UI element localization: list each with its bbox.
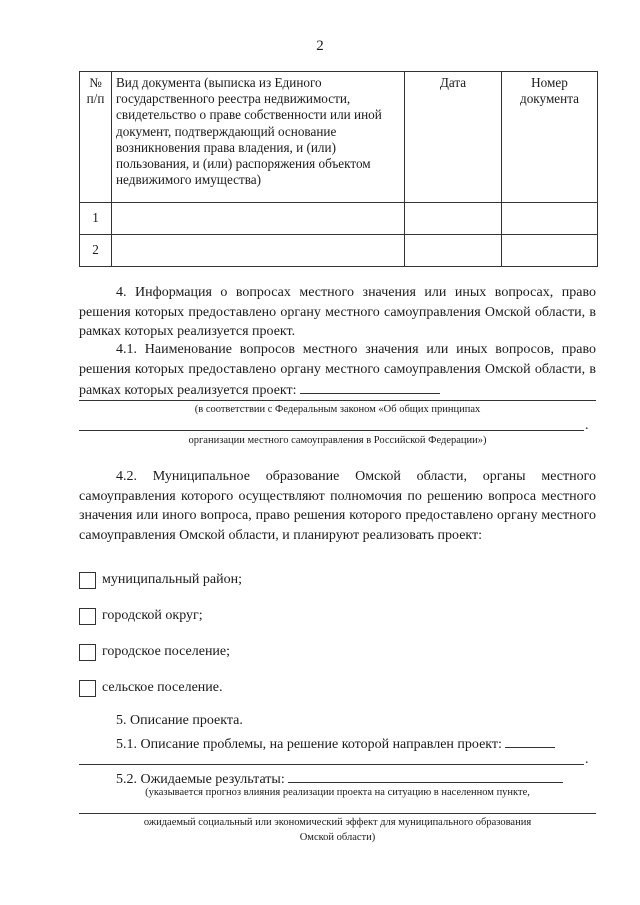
- header-doc-type: Вид документа (выписка из Единого государственного реестра недвижимости, свидетельство о праве собственности или иной документ, подтверждающий основание возникновения права владения, и (или) пользования, и (или) распоряжения объектом недвижимого имущества): [112, 72, 405, 203]
- blank-line[interactable]: [79, 400, 596, 401]
- section-5-1-row: [116, 733, 596, 753]
- table-header-row: [80, 72, 598, 203]
- line-end-dot: .: [585, 752, 589, 767]
- checkbox[interactable]: [79, 572, 96, 589]
- option-label: городское поселение;: [102, 644, 231, 659]
- header-date: Дата: [405, 72, 502, 203]
- section-5-1-label: 5.1. Описание проблемы, на решение которой направлен проект:: [116, 737, 502, 752]
- blank-line[interactable]: [79, 813, 596, 814]
- section-4-text: 4. Информация о вопросах местного значения или иных вопросах, право решения которых предоставлено органу местного самоуправления Омской области, в рамках которых реализуется проект.: [79, 285, 596, 339]
- row-num: 1: [80, 203, 112, 235]
- option-urban-settlement[interactable]: [79, 642, 230, 662]
- note-forecast: (указывается прогноз влияния реализации проекта на ситуацию в населенном пункте,: [145, 787, 530, 798]
- checkbox[interactable]: [79, 680, 96, 697]
- row-doc-type[interactable]: [112, 203, 405, 235]
- section-5-2-row: [116, 768, 596, 788]
- row-doc-number[interactable]: [502, 235, 598, 267]
- table-row: [80, 203, 598, 235]
- option-rural-settlement[interactable]: [79, 678, 223, 698]
- option-label: сельское поселение.: [102, 680, 223, 695]
- documents-table: [79, 71, 598, 267]
- option-municipal-district[interactable]: [79, 570, 242, 590]
- section-5-heading: 5. Описание проекта.: [116, 713, 243, 728]
- line-end-dot: .: [585, 418, 589, 433]
- checkbox[interactable]: [79, 644, 96, 661]
- row-doc-type[interactable]: [112, 235, 405, 267]
- checkbox[interactable]: [79, 608, 96, 625]
- section-5-1-fill[interactable]: [505, 733, 555, 748]
- row-num: 2: [80, 235, 112, 267]
- header-doc-number: Номер документа: [502, 72, 598, 203]
- section-4-1-text: [79, 340, 596, 401]
- note-effect: ожидаемый социальный или экономический эффект для муниципального образования: [143, 817, 532, 828]
- note-federal-law-1: (в соответствии с Федеральным законом «Об общих принципах: [194, 404, 481, 415]
- row-date[interactable]: [405, 235, 502, 267]
- option-urban-district[interactable]: [79, 606, 203, 626]
- option-label: городской округ;: [102, 608, 203, 623]
- option-label: муниципальный район;: [102, 572, 243, 587]
- row-doc-number[interactable]: [502, 203, 598, 235]
- header-num: № п/п: [80, 72, 112, 203]
- section-4-1-label: 4.1. Наименование вопросов местного значения или иных вопросов, право решения которых предоставлено органу местного самоуправления Омской области, в рамках которых реализуется проект:: [79, 342, 596, 398]
- page-number: 2: [316, 38, 324, 54]
- blank-line[interactable]: [79, 764, 584, 765]
- section-4-2-text: 4.2. Муниципальное образование Омской области, органы местного самоуправления которого осуществляют полномочия по решению вопроса местного значения или иного вопроса, право решения которого предоставлено органу местного самоуправления Омской области, и планируют реализовать проект:: [79, 469, 596, 543]
- table-row: [80, 235, 598, 267]
- blank-line[interactable]: [79, 430, 584, 431]
- section-5-2-label: 5.2. Ожидаемые результаты:: [116, 772, 285, 787]
- row-date[interactable]: [405, 203, 502, 235]
- section-4-1-fill[interactable]: [300, 379, 440, 394]
- section-5-2-fill[interactable]: [288, 768, 563, 783]
- note-federal-law-2: организации местного самоуправления в Российской Федерации»): [188, 435, 487, 446]
- note-region: Омской области): [299, 832, 376, 843]
